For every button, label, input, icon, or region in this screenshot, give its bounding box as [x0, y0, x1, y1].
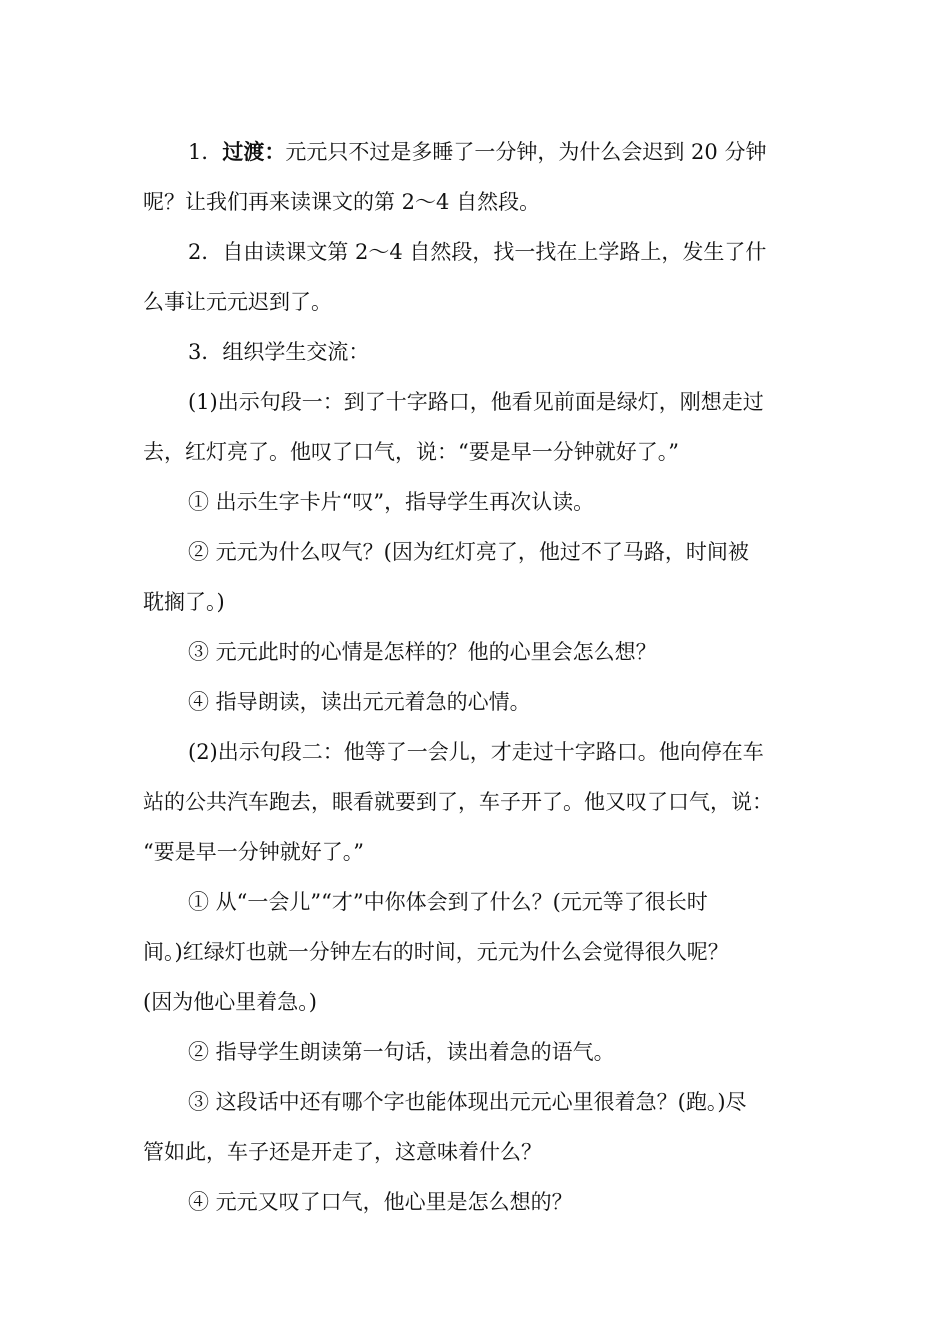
text-line-7: 去，红灯亮了。他叹了口气，说：“要是早一分钟就好了。”: [143, 440, 679, 464]
text-line-18: (因为他心里着急。): [143, 990, 317, 1014]
bold-label: 过渡：: [222, 139, 286, 164]
text-line-20: ③ 这段话中还有哪个字也能体现出元元心里很着急？(跑。)尽: [188, 1090, 747, 1114]
text-line-3: 2．自由读课文第 2～4 自然段，找一找在上学路上，发生了什: [188, 240, 767, 264]
text-line-2: 呢？让我们再来读课文的第 2～4 自然段。: [143, 190, 541, 214]
text-line-14: 站的公共汽车跑去，眼看就要到了，车子开了。他又叹了口气，说：: [143, 790, 773, 814]
list-number: 1．: [188, 140, 223, 164]
text-line-8: ① 出示生字卡片“叹”，指导学生再次认读。: [188, 490, 595, 514]
line-text: 元元只不过是多睡了一分钟，为什么会迟到 20 分钟: [285, 140, 767, 164]
text-line-11: ③ 元元此时的心情是怎样的？他的心里会怎么想？: [188, 640, 657, 664]
text-line-15: “要是早一分钟就好了。”: [143, 840, 364, 864]
text-line-17: 间。)红绿灯也就一分钟左右的时间，元元为什么会觉得很久呢？: [143, 940, 729, 964]
text-line-4: 么事让元元迟到了。: [143, 290, 332, 314]
text-line-12: ④ 指导朗读，读出元元着急的心情。: [188, 690, 531, 714]
text-line-6: (1)出示句段一：到了十字路口，他看见前面是绿灯，刚想走过: [188, 390, 764, 414]
text-line-21: 管如此，车子还是开走了，这意味着什么？: [143, 1140, 542, 1164]
text-line-10: 耽搁了。): [143, 590, 225, 614]
text-line-19: ② 指导学生朗读第一句话，读出着急的语气。: [188, 1040, 615, 1064]
text-line-22: ④ 元元又叹了口气，他心里是怎么想的？: [188, 1190, 573, 1214]
text-line-5: 3．组织学生交流：: [188, 340, 370, 364]
text-line-1: [188, 137, 766, 167]
text-line-16: ① 从“一会儿”“才”中你体会到了什么？(元元等了很长时: [188, 890, 708, 914]
text-line-9: ② 元元为什么叹气？(因为红灯亮了，他过不了马路，时间被: [188, 540, 749, 564]
text-line-13: (2)出示句段二：他等了一会儿，才走过十字路口。他向停在车: [188, 740, 764, 764]
